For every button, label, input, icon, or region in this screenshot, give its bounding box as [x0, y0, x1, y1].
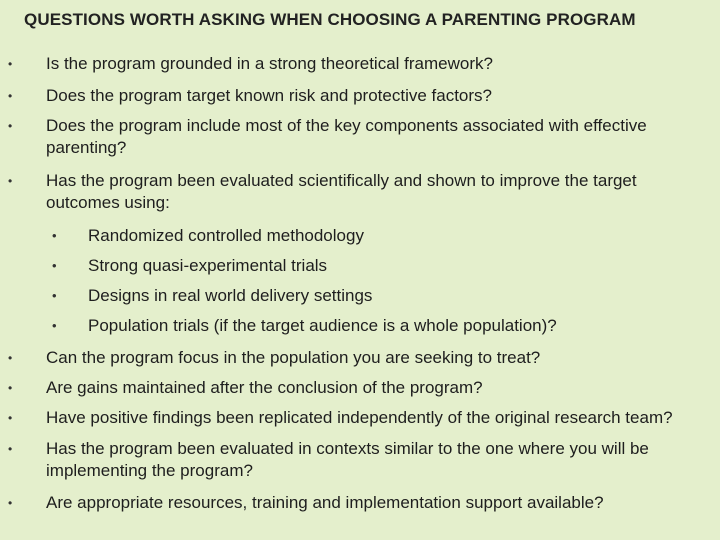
bullet-icon: • — [8, 381, 13, 395]
bullet-icon: • — [8, 496, 13, 510]
slide-title: QUESTIONS WORTH ASKING WHEN CHOOSING A PARENTING PROGRAM — [24, 10, 636, 29]
bullet-icon: • — [52, 318, 57, 333]
list-item-text: Has the program been evaluated in contexts similar to the one where you will be implementing the program? — [46, 439, 649, 480]
bullet-icon: • — [52, 288, 57, 303]
bullet-icon: • — [8, 57, 13, 71]
list-item-text: Does the program target known risk and protective factors? — [46, 86, 492, 105]
bullet-icon: • — [52, 228, 57, 243]
list-item-text: Have positive findings been replicated independently of the original research team? — [46, 408, 673, 427]
bullet-icon: • — [8, 411, 13, 425]
list-item-text: Is the program grounded in a strong theoretical framework? — [46, 54, 493, 73]
bullet-icon: • — [8, 351, 13, 365]
list-item-text: Can the program focus in the population you are seeking to treat? — [46, 348, 541, 367]
bullet-icon: • — [8, 442, 13, 456]
sub-list-item-text: Strong quasi-experimental trials — [88, 256, 328, 275]
sub-list-item-text: Randomized controlled methodology — [88, 226, 364, 245]
list-item-text: Are gains maintained after the conclusion of the program? — [46, 378, 483, 397]
bullet-icon: • — [8, 174, 13, 188]
list-item-text: Are appropriate resources, training and implementation support available? — [46, 493, 604, 512]
bullet-icon: • — [52, 258, 57, 273]
list-item-text: Has the program been evaluated scientifically and shown to improve the target outcomes using: — [46, 171, 637, 212]
bullet-icon: • — [8, 119, 13, 133]
sub-list-item-text: Designs in real world delivery settings — [88, 286, 373, 305]
sub-list-item-text: Population trials (if the target audience is a whole population)? — [88, 316, 557, 335]
list-item-text: Does the program include most of the key components associated with effective parenting? — [46, 116, 647, 157]
bullet-icon: • — [8, 89, 13, 103]
